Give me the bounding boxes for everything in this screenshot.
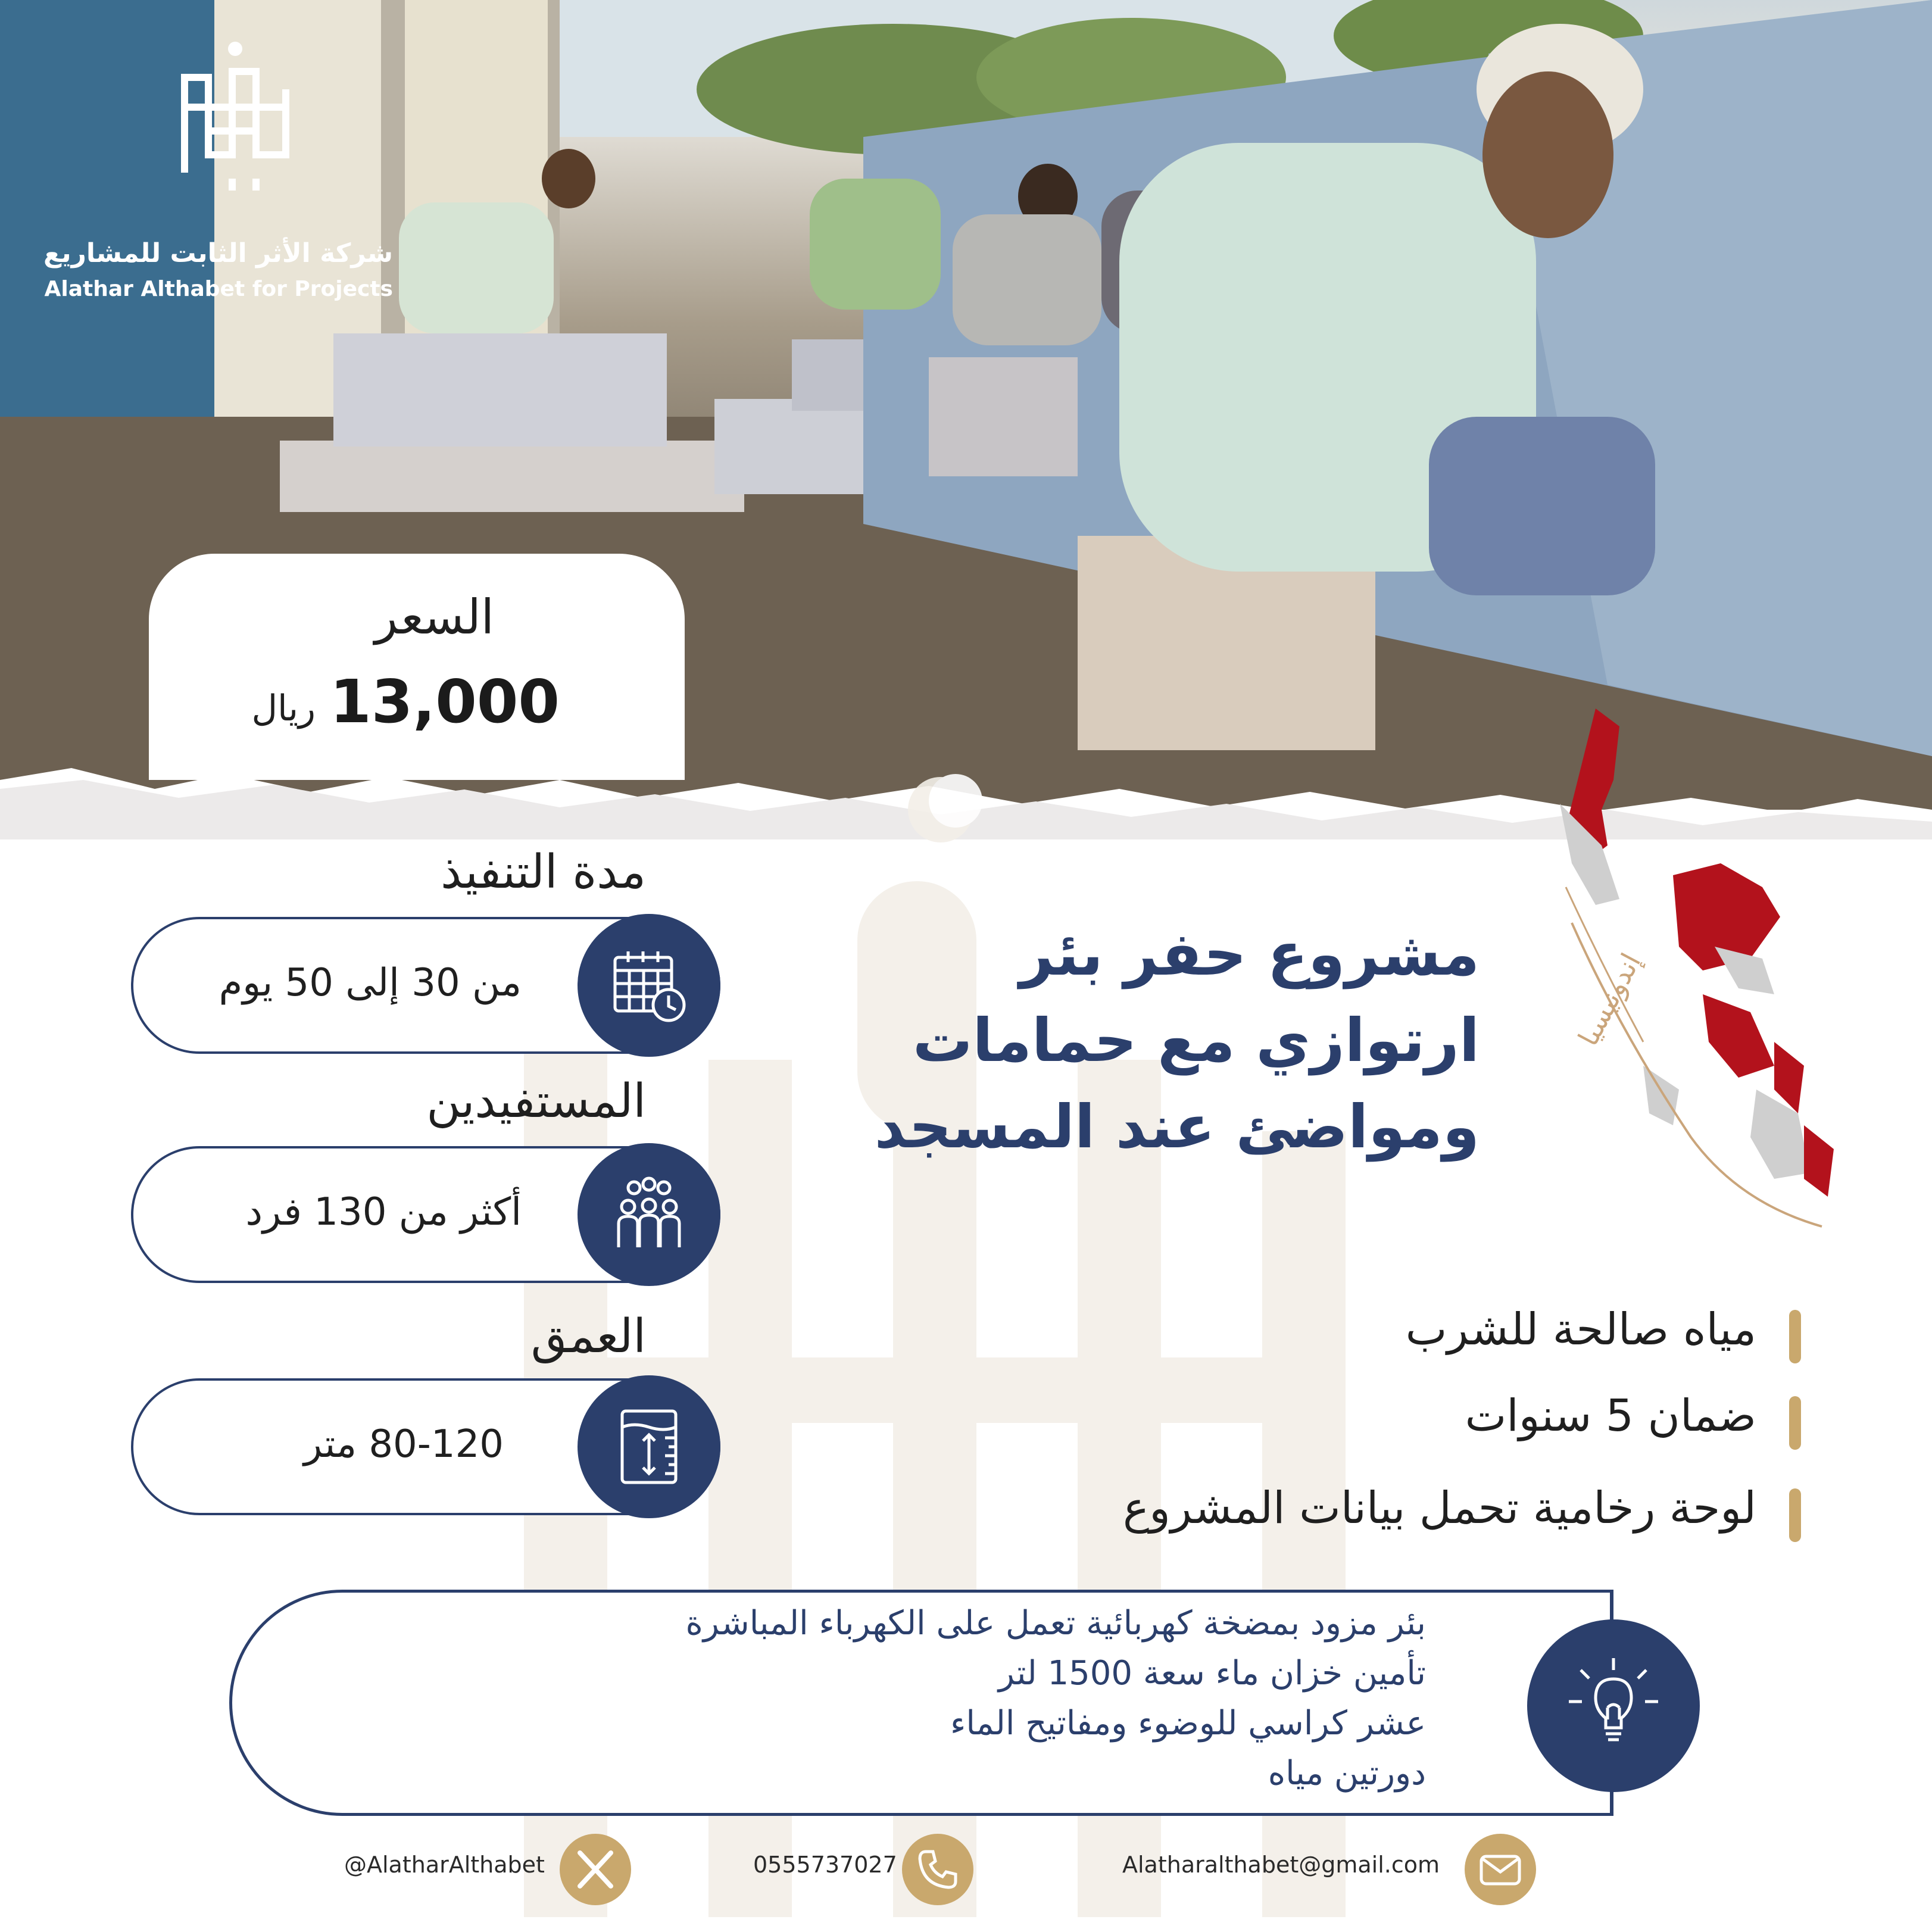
envelope-icon bbox=[1477, 1846, 1524, 1893]
logo-mark-icon bbox=[173, 36, 298, 191]
email-icon[interactable] bbox=[1465, 1834, 1536, 1905]
company-name-arabic: شركة الأثر الثابت للمشاريع bbox=[43, 238, 393, 269]
price-label: السعر bbox=[374, 589, 494, 645]
twitter-handle[interactable]: @AlatharAlthabet bbox=[344, 1852, 545, 1878]
duration-icon-circle bbox=[578, 914, 720, 1057]
depth-gauge-icon bbox=[610, 1408, 688, 1485]
title-line-3: ومواضئ عند المسجد bbox=[874, 1092, 1480, 1162]
indonesia-map bbox=[1524, 708, 1864, 1232]
price-value: 13,000 bbox=[330, 667, 560, 736]
phone-icon[interactable] bbox=[902, 1834, 973, 1905]
feature-bullet-1 bbox=[1789, 1310, 1801, 1363]
beneficiaries-label: المستفيدين bbox=[426, 1075, 646, 1128]
price-currency: ريال bbox=[251, 688, 316, 729]
duration-label: مدة التنفيذ bbox=[441, 845, 646, 899]
depth-icon-circle bbox=[578, 1375, 720, 1518]
beneficiaries-value: أكثر من 130 فرد bbox=[245, 1190, 522, 1234]
company-logo bbox=[36, 36, 393, 301]
company-name-english: Alathar Althabet for Projects bbox=[44, 277, 393, 301]
extras-line-1: بئر مزود بمضخة كهربائية تعمل على الكهرباء المباشرة bbox=[685, 1604, 1426, 1643]
extras-line-4: دورتين مياه bbox=[1268, 1754, 1426, 1793]
title-line-1: مشروع حفر بئر bbox=[1019, 919, 1480, 989]
phone-number[interactable]: 0555737027 bbox=[753, 1852, 897, 1878]
extras-line-3: عشر كراسي للوضوء ومفاتيح الماء bbox=[950, 1704, 1426, 1743]
title-line-2: ارتوازي مع حمامات bbox=[912, 1006, 1480, 1075]
phone-handset-icon bbox=[914, 1846, 962, 1893]
project-title bbox=[706, 911, 1480, 1170]
calendar-clock-icon bbox=[610, 947, 688, 1024]
depth-value: 80-120 متر bbox=[304, 1422, 504, 1466]
extras-line-2: تأمين خزان ماء سعة 1500 لتر bbox=[998, 1654, 1426, 1693]
feature-item-2: ضمان 5 سنوات bbox=[1465, 1390, 1756, 1441]
twitter-x-icon[interactable] bbox=[560, 1834, 631, 1905]
feature-bullet-2 bbox=[1789, 1396, 1801, 1450]
feature-item-3: لوحة رخامية تحمل بيانات المشروع bbox=[1122, 1482, 1756, 1534]
duration-value: من 30 إلى 50 يوم bbox=[219, 961, 522, 1005]
x-logo-icon bbox=[572, 1846, 619, 1893]
depth-label: العمق bbox=[530, 1310, 646, 1363]
price-card bbox=[149, 554, 685, 780]
people-group-icon bbox=[610, 1176, 688, 1253]
feature-item-1: مياه صالحة للشرب bbox=[1405, 1304, 1756, 1355]
feature-bullet-3 bbox=[1789, 1488, 1801, 1542]
extras-icon-circle bbox=[1527, 1619, 1700, 1792]
lightbulb-icon bbox=[1563, 1655, 1664, 1756]
map-country-label: إندونيسيا bbox=[1572, 948, 1647, 1051]
extras-list bbox=[533, 1599, 1426, 1799]
email-address[interactable]: Alatharalthabet@gmail.com bbox=[1122, 1852, 1440, 1878]
beneficiaries-icon-circle bbox=[578, 1143, 720, 1286]
